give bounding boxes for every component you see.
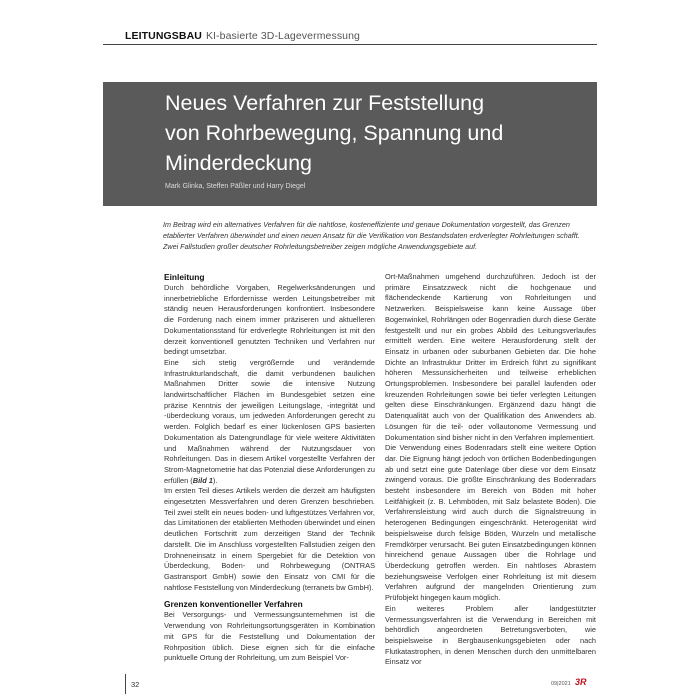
page-number: 32 [131, 680, 140, 689]
paragraph: Im ersten Teil dieses Artikels werden die derzeit am häufigsten eingesetzten Messverfahren und deren Grenzen beschrieben. Teil zwei stellt ein neues boden- und luftgestützes Verfahren vor, das Limitationen der etablierten Methoden überwindet und einen deutlichen Fortschritt zum derzeitigen Stand der Technik darstellt. Die im Anschluss vorgestellten Fallstudien zeigen den Drohneneinsatz in einem Spergebiet für die Detektion von Überdeckung, Boden- und Rohrbewegung (ONTRAS Gastransport GmbH) sowie den Einsatz von CMI für die nahtlose Feststellung von Minderdeckung (terranets bw GmbH). [164, 486, 375, 592]
paragraph-text: ). [212, 475, 218, 485]
figure-reference[interactable]: Bild 1 [192, 475, 213, 485]
text-column-left [164, 272, 375, 664]
section-heading-grenzen: Grenzen konventioneller Verfahren [164, 599, 303, 610]
title-banner [103, 82, 597, 206]
title-line-1: Neues Verfahren zur Feststellung [165, 91, 485, 115]
paragraph: Durch behördliche Vorgaben, Regelwerksänderungen und innerbetriebliche Erfordernisse werden Leitungsbetreiber mit ständig neuen Herausforderungen konfrontiert. Insbesondere die Forderung nach einem immer präziseren und aktuelleren Dokumentationsstand für erdverlegte Rohrleitungen ist mit den derzeit konventionell genutzten Techniken und Verfahren nur bedingt umsetzbar. [164, 283, 375, 357]
article-title [165, 88, 595, 178]
abstract: Im Beitrag wird ein alternatives Verfahren für die nahtlose, kosteneffiziente und genaue Dokumentation vorgestellt, das Grenzen etablierter Verfahren überwindet und einen neuen Ansatz für die Verifikation von Bestandsdaten erdverlegter Rohrleitungen schafft. Zwei Fallstudien großer deutscher Rohrleitungsbetreiber zeigen mögliche Anwendungsgebiete auf. [163, 220, 580, 251]
paragraph: Bei Versorgungs- und Vermessungsunternehmen ist die Verwendung von Rohrleitungsortungsgeräten in Kombination mit GPS für die Feststellung und Dokumentation der Rohrposition üblich. Diese eignen sich für die einfache punktuelle Ortung der Rohrleitung, um zum Beispiel Vor- [164, 610, 375, 663]
running-header [125, 30, 360, 42]
magazine-logo: 3R [575, 677, 587, 687]
header-category: LEITUNGSBAU [125, 30, 202, 42]
text-column-right [385, 272, 596, 668]
paragraph-text: Eine sich stetig vergrößernde und verändernde Infrastrukturlandschaft, die damit verbundenen baulichen Maßnahmen Dritter sowie die intensive Nutzung landwirtschaftlicher Flächen im Bundesgebiet setzen eine präzise Kenntnis der jeweiligen Leitungslage, -integrität und -überdeckung voraus, um jedweden Anforderungen gerecht zu werden. Folglich bedarf es einer lückenlosen GPS basierten Dokumentation als Datengrundlage für viele weitere Aktivitäten und Maßnahmen während der Nutzungsdauer von Rohrleitungen. Das in diesem Artikel vorgestellte Verfahren der Strom-Magnetometrie hat das Potenzial diese Anforderungen zu erfüllen ( [164, 357, 375, 485]
header-divider [103, 44, 597, 45]
header-subtitle: KI-basierte 3D-Lagevermessung [205, 30, 360, 42]
paragraph [164, 358, 375, 486]
issue-number: 09|2021 [551, 681, 571, 687]
title-line-3: Minderdeckung [165, 151, 313, 175]
footer-divider [125, 674, 126, 694]
paragraph: Ort-Maßnahmen umgehend durchzuführen. Jedoch ist der primäre Einsatzzweck nicht die hochgenaue und flächendeckende Kartierung von Rohrleitungen und Netzwerken. Beispielsweise kann keine Aussage über Bogenwinkel, Rohrlängen oder Bogenradien durch diese Geräte festgestellt und nur ein grobes Abbild des Leitungsverlaufes ermittelt werden. Eine weitere Herausforderung stellt der Einsatz in urbanen oder suburbanen Gebieten dar. Die hohe Dichte an Infrastruktur Dritter im Erdreich führt zu signifikant höheren Messunsicherheiten und teilweise erheblichen Ortungsproblemen. Insbesondere bei parallel laufenden oder kreuzenden Rohrleitungen sowie bei tiefer verlegten Leitungen gelten diese Einschränkungen. Ergänzend dazu hängt die Datenqualität auch von der Qualifikation des Anwenders ab. Lösungen für die teil- oder vollautonome Vermessung und Dokumentation sind bisher nicht in den Verfahren implementiert. [385, 272, 596, 442]
authors: Mark Glinka, Steffen Päßler und Harry Diegel [165, 183, 306, 190]
paragraph: Die Verwendung eines Bodenradars stellt eine weitere Option dar. Die Eignung hängt jedoch von örtlichen Bodenbedingungen ab und setzt eine gute Datenlage über diese vor dem Einsatz zwingend voraus. Die größte Einschränkung des Bodenradars besteht insbesondere im Bereich von Böden mit hoher Leitfähigkeit (z. B. Lehmböden, mit Salz belastete Böden). Die Verfahrensleistung wird auch durch die Signalstreuung in heterogenen Bedingungen eingeschränkt. Heterogenität wird beispielsweise durch felsige Böden, Wurzeln und metallische Fremdkörper verursacht. Bei guten Einsatzbedingungen können hinreichend genaue Aussagen über die Rohrlage und Überdeckung getroffen werden. Ein nahtloses Abrastern beziehungsweise Verfolgen einer Rohrleitung ist mit diesem Verfahren aufgrund der mangelnden Orientierung zum Prüfobjekt hingegen kaum möglich. [385, 443, 596, 603]
title-line-2: von Rohrbewegung, Spannung und [165, 121, 504, 145]
paragraph: Ein weiteres Problem aller landgestützter Vermessungsverfahren ist die Verwendung in Bereichen mit behördlich angeordneten Betretungsverboten, wie beispielsweise in Bergbausenkungsgebieten oder nach Flutkatastrophen, in denen Menschen durch den unmittelbaren Einsatz vor [385, 603, 596, 667]
section-heading-einleitung: Einleitung [164, 272, 205, 282]
